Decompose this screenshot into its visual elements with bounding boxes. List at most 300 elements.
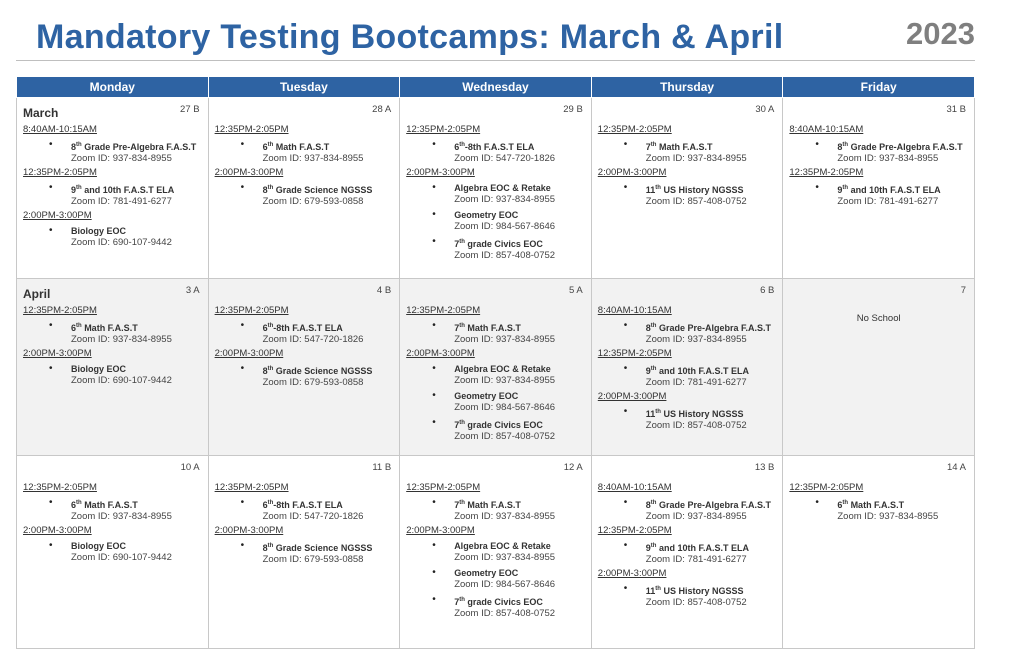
session-item: [406, 594, 585, 620]
session-name: [646, 363, 777, 377]
session-name: [837, 182, 968, 196]
session-title: grade Civics EOC: [464, 420, 543, 430]
session-title: Grade Science NGSSS: [273, 185, 373, 195]
day-number: 13 B: [754, 462, 775, 473]
session-title: and 10th F.A.S.T ELA: [656, 543, 749, 553]
session-title: Grade Science NGSSS: [273, 543, 373, 553]
week-row: [17, 456, 975, 649]
session-item: [598, 406, 777, 432]
zoom-id: Zoom ID: 857-408-0752: [454, 431, 556, 442]
bullet-icon: •: [432, 497, 436, 508]
zoom-id: Zoom ID: 679-593-0858: [262, 554, 364, 565]
session-item: [23, 182, 202, 208]
time-slot: 12:35PM-2:05PM: [214, 482, 289, 493]
time-slot: 2:00PM-3:00PM: [214, 348, 284, 359]
day-cell: [591, 279, 783, 456]
ordinal-suffix: th: [650, 366, 657, 372]
session-name: [263, 540, 394, 554]
session-name: [646, 182, 777, 196]
time-slot: 12:35PM-2:05PM: [214, 124, 289, 135]
session-name: [71, 182, 202, 196]
ordinal-number: 8: [262, 543, 268, 553]
ordinal-number: 6: [71, 323, 77, 333]
bullet-icon: •: [432, 390, 436, 401]
time-slot: 12:35PM-2:05PM: [23, 305, 97, 316]
zoom-id: Zoom ID: 937-834-8955: [454, 334, 556, 345]
zoom-id: Zoom ID: 547-720-1826: [262, 334, 364, 345]
zoom-id: Zoom ID: 937-834-8955: [645, 511, 747, 522]
session-name: [454, 594, 585, 608]
ordinal-number: 11: [645, 185, 656, 195]
day-entries: [598, 482, 777, 609]
session-name: [454, 139, 585, 153]
bullet-icon: •: [623, 182, 628, 193]
session-name: [71, 540, 202, 552]
day-cell: [591, 456, 783, 649]
session-item: [598, 583, 777, 609]
day-number: 12 A: [563, 462, 583, 473]
day-cell: [17, 456, 209, 649]
ordinal-suffix: th: [655, 185, 661, 191]
day-number: 28 A: [372, 104, 392, 115]
session-title: Grade Pre-Algebra F.A.S.T: [656, 500, 771, 510]
zoom-id: Zoom ID: 857-408-0752: [454, 608, 556, 619]
session-title: Math F.A.S.T: [81, 323, 138, 333]
session-name: [71, 139, 202, 153]
session-item: [23, 225, 202, 249]
zoom-id: Zoom ID: 937-834-8955: [645, 334, 747, 345]
bullet-icon: •: [240, 139, 245, 150]
ordinal-number: 8: [71, 142, 77, 152]
session-title: Math F.A.S.T: [273, 142, 330, 152]
session-title: -8th F.A.S.T ELA: [464, 142, 535, 152]
bullet-icon: •: [623, 139, 628, 150]
session-name: [263, 320, 394, 334]
session-item: [406, 209, 585, 233]
zoom-id: Zoom ID: 937-834-8955: [454, 375, 556, 386]
session-name: [646, 497, 777, 511]
ordinal-number: 9: [71, 185, 77, 195]
session-name: [454, 363, 585, 375]
bullet-icon: •: [815, 139, 819, 150]
ordinal-number: 7: [454, 239, 460, 249]
zoom-id: Zoom ID: 857-408-0752: [645, 196, 747, 207]
ordinal-number: 8: [262, 185, 268, 195]
bullet-icon: •: [432, 417, 436, 428]
day-entries: [789, 313, 968, 324]
session-title: Math F.A.S.T: [464, 500, 521, 510]
zoom-id: Zoom ID: 937-834-8955: [837, 153, 939, 164]
bullet-icon: •: [815, 497, 819, 508]
session-name: [454, 417, 585, 431]
time-slot: 12:35PM-2:05PM: [597, 525, 672, 536]
zoom-id: Zoom ID: 857-408-0752: [645, 597, 747, 608]
bullet-icon: •: [240, 497, 245, 508]
session-name: [646, 540, 777, 554]
weekday-header: Friday: [783, 77, 975, 98]
session-name: [454, 540, 585, 552]
zoom-id: Zoom ID: 547-720-1826: [262, 511, 364, 522]
day-entries: [215, 124, 394, 208]
day-cell: [400, 279, 592, 456]
session-item: [406, 363, 585, 387]
ordinal-number: 8: [837, 142, 843, 152]
bullet-icon: •: [49, 497, 53, 508]
bullet-icon: •: [432, 363, 436, 374]
ordinal-suffix: th: [650, 323, 657, 329]
day-entries: [23, 124, 202, 249]
time-slot: 8:40AM-10:15AM: [23, 124, 97, 135]
ordinal-suffix: th: [459, 323, 465, 329]
ordinal-suffix: th: [842, 500, 849, 506]
zoom-id: Zoom ID: 690-107-9442: [71, 375, 172, 386]
session-item: [406, 320, 585, 346]
session-title: -8th F.A.S.T ELA: [273, 323, 343, 333]
zoom-id: Zoom ID: 781-491-6277: [645, 377, 747, 388]
session-title: Algebra EOC & Retake: [454, 541, 551, 551]
ordinal-number: 7: [454, 420, 460, 430]
session-name: [263, 182, 394, 196]
day-cell: [400, 456, 592, 649]
day-entries: [789, 482, 968, 523]
session-title: Geometry EOC: [454, 210, 519, 220]
session-title: Math F.A.S.T: [81, 500, 138, 510]
day-cell: [783, 456, 975, 649]
session-title: and 10th F.A.S.T ELA: [656, 366, 749, 376]
ordinal-number: 6: [837, 500, 843, 510]
time-slot: 12:35PM-2:05PM: [789, 482, 864, 493]
time-slot: 2:00PM-3:00PM: [23, 525, 92, 536]
ordinal-suffix: th: [76, 142, 82, 148]
session-title: Biology EOC: [71, 364, 127, 374]
session-item: [23, 497, 202, 523]
ordinal-number: 6: [71, 500, 77, 510]
time-slot: 2:00PM-3:00PM: [23, 348, 92, 359]
bullet-icon: •: [815, 182, 819, 193]
session-item: [789, 182, 968, 208]
session-item: [598, 540, 777, 566]
time-slot: 2:00PM-3:00PM: [597, 391, 667, 402]
time-slot: 12:35PM-2:05PM: [406, 482, 481, 493]
session-item: [215, 182, 394, 208]
session-name: [454, 567, 585, 579]
zoom-id: Zoom ID: 781-491-6277: [645, 554, 747, 565]
session-item: [23, 363, 202, 387]
bullet-icon: •: [240, 363, 245, 374]
weekday-header: Thursday: [591, 77, 783, 98]
zoom-id: Zoom ID: 679-593-0858: [262, 196, 364, 207]
bullet-icon: •: [432, 236, 436, 247]
zoom-id: Zoom ID: 857-408-0752: [454, 250, 556, 261]
ordinal-suffix: th: [459, 142, 465, 148]
session-title: Math F.A.S.T: [464, 323, 521, 333]
day-number: 14 A: [946, 462, 966, 473]
session-item: [406, 182, 585, 206]
session-title: Algebra EOC & Retake: [454, 364, 551, 374]
time-slot: 2:00PM-3:00PM: [597, 568, 667, 579]
day-entries: [215, 305, 394, 389]
weekday-header-row: [17, 77, 975, 98]
session-item: [598, 182, 777, 208]
ordinal-number: 9: [837, 185, 843, 195]
session-item: [406, 567, 585, 591]
session-item: [598, 497, 777, 523]
time-slot: 2:00PM-3:00PM: [597, 167, 667, 178]
bullet-icon: •: [432, 594, 436, 605]
ordinal-number: 6: [262, 323, 268, 333]
day-entries: [23, 482, 202, 564]
weekday-header: Monday: [17, 77, 209, 98]
ordinal-suffix: th: [459, 239, 465, 245]
session-title: -8th F.A.S.T ELA: [273, 500, 343, 510]
time-slot: 12:35PM-2:05PM: [406, 305, 481, 316]
session-title: Geometry EOC: [454, 568, 519, 578]
zoom-id: Zoom ID: 984-567-8646: [454, 402, 556, 413]
zoom-id: Zoom ID: 937-834-8955: [71, 511, 172, 522]
day-number: 3 A: [185, 285, 200, 296]
zoom-id: Zoom ID: 937-834-8955: [454, 511, 556, 522]
session-item: [406, 390, 585, 414]
bullet-icon: •: [623, 406, 628, 417]
ordinal-suffix: th: [842, 185, 849, 191]
weekday-header: Wednesday: [400, 77, 592, 98]
ordinal-suffix: th: [267, 543, 274, 549]
ordinal-number: 11: [645, 586, 656, 596]
session-item: [406, 497, 585, 523]
zoom-id: Zoom ID: 937-834-8955: [454, 194, 556, 205]
zoom-id: Zoom ID: 984-567-8646: [454, 579, 556, 590]
title-divider: [16, 60, 975, 61]
time-slot: 2:00PM-3:00PM: [406, 525, 475, 536]
session-name: [454, 209, 585, 221]
session-item: [406, 139, 585, 165]
calendar-table: [16, 76, 975, 649]
day-number: 29 B: [563, 104, 583, 115]
bullet-icon: •: [240, 182, 245, 193]
time-slot: 12:35PM-2:05PM: [789, 167, 864, 178]
session-item: [23, 540, 202, 564]
session-item: [23, 320, 202, 346]
zoom-id: Zoom ID: 547-720-1826: [454, 153, 556, 164]
ordinal-suffix: th: [650, 500, 657, 506]
session-item: [598, 320, 777, 346]
bullet-icon: •: [240, 320, 245, 331]
session-title: grade Civics EOC: [464, 239, 543, 249]
time-slot: 2:00PM-3:00PM: [214, 525, 284, 536]
bullet-icon: •: [432, 139, 436, 150]
bullet-icon: •: [623, 540, 628, 551]
zoom-id: Zoom ID: 857-408-0752: [645, 420, 747, 431]
session-name: [71, 497, 202, 511]
ordinal-number: 8: [262, 366, 268, 376]
time-slot: 2:00PM-3:00PM: [23, 210, 92, 221]
ordinal-number: 9: [645, 366, 651, 376]
session-item: [789, 497, 968, 523]
session-name: [837, 497, 968, 511]
ordinal-number: 6: [454, 142, 460, 152]
session-name: [263, 139, 394, 153]
session-item: [406, 540, 585, 564]
session-title: US History NGSSS: [660, 409, 744, 419]
bullet-icon: •: [432, 209, 436, 220]
day-number: 30 A: [755, 104, 775, 115]
day-cell: [17, 279, 209, 456]
day-number: 7: [960, 285, 966, 296]
ordinal-number: 9: [645, 543, 651, 553]
session-name: [71, 363, 202, 375]
ordinal-suffix: th: [459, 420, 465, 426]
bullet-icon: •: [49, 182, 53, 193]
day-entries: [406, 305, 585, 443]
day-number: 6 B: [760, 285, 775, 296]
month-label: March: [23, 106, 59, 120]
day-cell: [208, 279, 400, 456]
ordinal-suffix: th: [76, 500, 82, 506]
session-name: [837, 139, 968, 153]
ordinal-number: 7: [454, 323, 460, 333]
bullet-icon: •: [49, 225, 53, 236]
ordinal-suffix: th: [650, 142, 657, 148]
ordinal-suffix: th: [650, 543, 657, 549]
bullet-icon: •: [432, 320, 436, 331]
session-name: [646, 583, 777, 597]
ordinal-number: 8: [645, 323, 651, 333]
time-slot: 8:40AM-10:15AM: [789, 124, 864, 135]
session-title: Grade Science NGSSS: [273, 366, 373, 376]
ordinal-suffix: th: [267, 366, 274, 372]
bullet-icon: •: [49, 363, 53, 374]
session-title: and 10th F.A.S.T ELA: [81, 185, 175, 195]
session-title: Grade Pre-Algebra F.A.S.T: [848, 142, 963, 152]
day-number: 27 B: [180, 104, 200, 115]
session-title: Geometry EOC: [454, 391, 519, 401]
session-title: Biology EOC: [71, 226, 127, 236]
day-entries: [23, 305, 202, 387]
session-title: Math F.A.S.T: [848, 500, 905, 510]
ordinal-suffix: th: [655, 409, 661, 415]
bullet-icon: •: [623, 363, 628, 374]
session-item: [215, 320, 394, 346]
session-title: grade Civics EOC: [464, 597, 543, 607]
day-entries: [598, 124, 777, 208]
session-name: [71, 225, 202, 237]
zoom-id: Zoom ID: 937-834-8955: [71, 334, 172, 345]
session-name: [263, 497, 394, 511]
session-name: [263, 363, 394, 377]
day-cell: [208, 98, 400, 279]
ordinal-suffix: th: [267, 500, 274, 506]
zoom-id: Zoom ID: 937-834-8955: [454, 552, 556, 563]
zoom-id: Zoom ID: 679-593-0858: [262, 377, 364, 388]
session-title: US History NGSSS: [660, 185, 744, 195]
weekday-header: Tuesday: [208, 77, 400, 98]
day-cell: [208, 456, 400, 649]
zoom-id: Zoom ID: 937-834-8955: [837, 511, 939, 522]
session-item: [598, 363, 777, 389]
time-slot: 12:35PM-2:05PM: [406, 124, 481, 135]
time-slot: 8:40AM-10:15AM: [597, 305, 672, 316]
time-slot: 12:35PM-2:05PM: [597, 348, 672, 359]
session-name: [646, 406, 777, 420]
day-entries: [789, 124, 968, 208]
day-number: 31 B: [946, 104, 966, 115]
zoom-id: Zoom ID: 937-834-8955: [71, 153, 172, 164]
ordinal-suffix: th: [459, 597, 465, 603]
day-number: 5 A: [569, 285, 583, 296]
bullet-icon: •: [49, 540, 53, 551]
ordinal-number: 7: [454, 500, 460, 510]
ordinal-suffix: th: [76, 323, 82, 329]
no-school-note: No School: [856, 313, 901, 324]
week-row: [17, 98, 975, 279]
session-name: [454, 390, 585, 402]
day-cell: [400, 98, 592, 279]
session-title: Biology EOC: [71, 541, 127, 551]
bullet-icon: •: [623, 320, 628, 331]
day-entries: [215, 482, 394, 566]
zoom-id: Zoom ID: 690-107-9442: [71, 552, 172, 563]
page-title: Mandatory Testing Bootcamps: March & April: [36, 18, 784, 56]
ordinal-suffix: th: [655, 586, 661, 592]
session-name: [454, 236, 585, 250]
session-item: [406, 236, 585, 262]
session-title: Algebra EOC & Retake: [454, 183, 551, 193]
day-cell: [591, 98, 783, 279]
zoom-id: Zoom ID: 984-567-8646: [454, 221, 556, 232]
session-title: and 10th F.A.S.T ELA: [848, 185, 941, 195]
session-item: [406, 417, 585, 443]
session-item: [598, 139, 777, 165]
year-label: 2023: [906, 16, 975, 51]
time-slot: 2:00PM-3:00PM: [406, 348, 475, 359]
session-name: [646, 320, 777, 334]
ordinal-suffix: th: [76, 185, 82, 191]
ordinal-number: 6: [262, 500, 268, 510]
day-number: 11 B: [372, 462, 392, 473]
session-item: [215, 497, 394, 523]
zoom-id: Zoom ID: 781-491-6277: [71, 196, 172, 207]
day-entries: [598, 305, 777, 432]
month-label: April: [23, 287, 51, 301]
session-name: [71, 320, 202, 334]
bullet-icon: •: [49, 320, 53, 331]
day-cell: [783, 279, 975, 456]
zoom-id: Zoom ID: 937-834-8955: [645, 153, 747, 164]
session-title: US History NGSSS: [660, 586, 744, 596]
session-title: Grade Pre-Algebra F.A.S.T: [81, 142, 197, 152]
time-slot: 12:35PM-2:05PM: [214, 305, 289, 316]
bullet-icon: •: [623, 497, 628, 508]
time-slot: 2:00PM-3:00PM: [406, 167, 475, 178]
ordinal-number: 7: [645, 142, 651, 152]
session-title: Math F.A.S.T: [656, 142, 713, 152]
session-name: [454, 497, 585, 511]
day-number: 4 B: [376, 285, 392, 296]
day-number: 10 A: [180, 462, 200, 473]
bullet-icon: •: [49, 139, 53, 150]
time-slot: 12:35PM-2:05PM: [23, 167, 97, 178]
day-cell: [17, 98, 209, 279]
zoom-id: Zoom ID: 690-107-9442: [71, 237, 172, 248]
ordinal-suffix: th: [267, 323, 274, 329]
session-item: [215, 139, 394, 165]
bullet-icon: •: [623, 583, 628, 594]
bullet-icon: •: [240, 540, 245, 551]
bullet-icon: •: [432, 540, 436, 551]
session-item: [215, 540, 394, 566]
time-slot: 2:00PM-3:00PM: [214, 167, 284, 178]
ordinal-number: 8: [645, 500, 651, 510]
